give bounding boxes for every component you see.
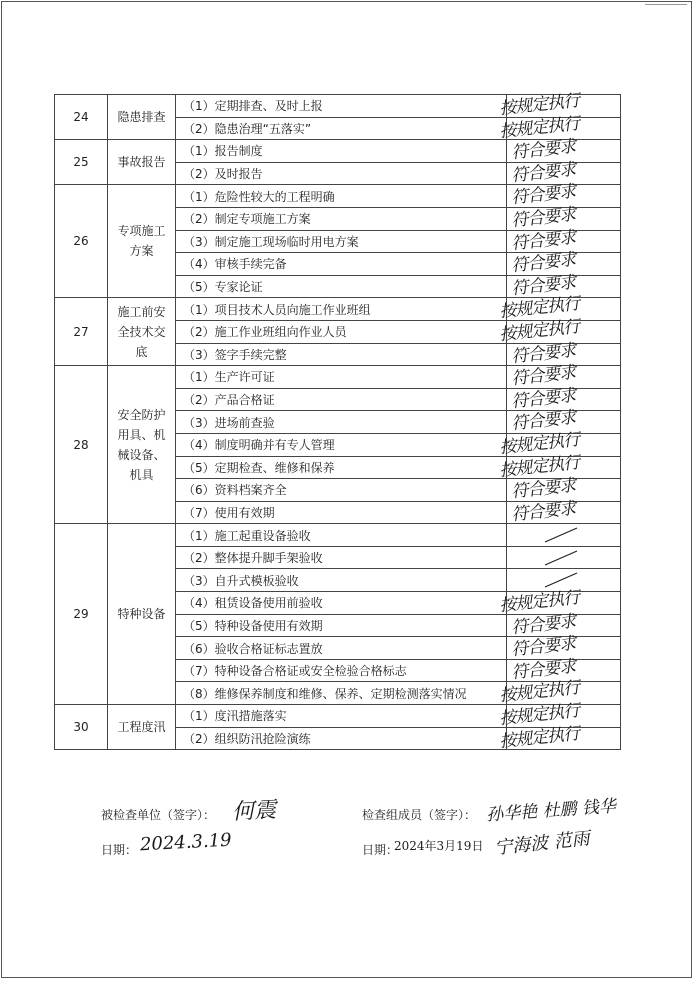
row-number: 26 xyxy=(55,185,108,298)
check-item: （6）验收合格证标志置放 xyxy=(176,637,507,660)
check-item: （7）使用有效期 xyxy=(176,501,507,524)
check-item: （1）施工起重设备验收 xyxy=(176,524,507,547)
check-item: （3）签字手续完整 xyxy=(176,343,507,366)
check-item: （1）项目技术人员向施工作业班组 xyxy=(176,298,507,321)
handwritten-result: 按规定执行 xyxy=(498,452,581,481)
category-cell: 安全防护用具、机械设备、机具 xyxy=(108,366,176,524)
date-right: 2024年3月19日 xyxy=(394,839,484,853)
handwritten-result: 符合要求 xyxy=(510,340,577,367)
category-cell: 工程度汛 xyxy=(108,705,176,750)
handwritten-result: 按规定执行 xyxy=(498,316,581,346)
row-number: 29 xyxy=(55,524,108,705)
handwritten-result: 符合要求 xyxy=(510,385,577,412)
check-item: （8）维修保养制度和维修、保养、定期检测落实情况 xyxy=(176,682,507,705)
handwritten-result: 符合要求 xyxy=(510,204,577,232)
handwritten-result: 符合要求 xyxy=(510,633,577,661)
check-item: （3）自升式模板验收 xyxy=(176,569,507,592)
check-item: （2）及时报告 xyxy=(176,162,507,185)
handwritten-result: 按规定执行 xyxy=(498,294,581,323)
scan-mark xyxy=(645,4,687,9)
not-applicable-slash xyxy=(541,549,581,567)
inspector-label: 检查组成员（签字）： xyxy=(362,808,477,822)
category-cell: 专项施工方案 xyxy=(108,185,176,298)
row-number: 30 xyxy=(55,705,108,750)
table-row xyxy=(55,524,621,547)
inspection-table xyxy=(54,90,621,752)
check-item: （2）产品合格证 xyxy=(176,388,507,411)
check-item: （1）定期排查、及时上报 xyxy=(176,95,507,118)
result-cell xyxy=(507,546,621,569)
handwritten-result: 按规定执行 xyxy=(498,113,581,142)
check-item: （1）度汛措施落实 xyxy=(176,705,507,728)
handwritten-result: 符合要求 xyxy=(510,611,577,638)
result-cell xyxy=(507,498,621,525)
handwritten-result: 按规定执行 xyxy=(498,678,581,707)
check-item: （2）整体提升脚手架验收 xyxy=(176,546,507,569)
handwritten-result: 符合要求 xyxy=(510,408,577,435)
handwritten-result: 符合要求 xyxy=(510,475,577,503)
handwritten-result: 按规定执行 xyxy=(498,587,581,617)
inspected-unit-signature: 何震 xyxy=(231,797,277,826)
check-item: （3）制定施工现场临时用电方案 xyxy=(176,230,507,253)
inspector-signatures-line2: 宁海波 范雨 xyxy=(493,828,591,859)
check-item: （2）制定专项施工方案 xyxy=(176,207,507,230)
handwritten-result: 符合要求 xyxy=(510,159,577,187)
check-item: （2）组织防汛抢险演练 xyxy=(176,727,507,750)
handwritten-result: 符合要求 xyxy=(510,249,577,277)
category-cell: 事故报告 xyxy=(108,140,176,185)
category-cell: 特种设备 xyxy=(108,524,176,705)
date-label-right: 日期： xyxy=(362,843,399,857)
category-cell: 隐患排查 xyxy=(108,95,176,140)
check-item: （2）施工作业班组向作业人员 xyxy=(176,320,507,343)
handwritten-result: 按规定执行 xyxy=(498,723,581,752)
category-cell: 施工前安全技术交底 xyxy=(108,298,176,366)
result-cell xyxy=(498,723,621,752)
inspector-signatures-line1: 孙华艳 杜鹏 钱华 xyxy=(485,796,617,826)
handwritten-result: 按规定执行 xyxy=(498,90,581,120)
check-item: （1）危险性较大的工程明确 xyxy=(176,185,507,208)
handwritten-result: 符合要求 xyxy=(510,136,577,164)
check-item: （4）制度明确并有专人管理 xyxy=(176,433,507,456)
row-number: 28 xyxy=(55,366,108,524)
handwritten-result: 按规定执行 xyxy=(498,429,581,459)
check-item: （3）进场前查验 xyxy=(176,411,507,434)
handwritten-result: 符合要求 xyxy=(510,182,577,209)
date-left: 2024.3.19 xyxy=(139,829,233,856)
check-item: （5）专家论证 xyxy=(176,275,507,298)
check-item: （2）隐患治理“五落实” xyxy=(176,117,507,140)
not-applicable-slash xyxy=(541,526,581,544)
check-item: （4）审核手续完备 xyxy=(176,253,507,276)
handwritten-result: 符合要求 xyxy=(510,272,577,300)
check-item: （6）资料档案齐全 xyxy=(176,479,507,502)
handwritten-result: 按规定执行 xyxy=(498,700,581,730)
handwritten-result: 符合要求 xyxy=(510,362,577,390)
handwritten-result: 符合要求 xyxy=(510,498,577,525)
check-item: （7）特种设备合格证或安全检验合格标志 xyxy=(176,659,507,682)
result-cell xyxy=(507,524,621,547)
row-number: 27 xyxy=(55,298,108,366)
check-item: （1）报告制度 xyxy=(176,140,507,163)
handwritten-result: 符合要求 xyxy=(510,227,577,254)
row-number: 24 xyxy=(55,95,108,140)
check-item: （5）定期检查、维修和保养 xyxy=(176,456,507,479)
row-number: 25 xyxy=(55,140,108,185)
date-label-left: 日期： xyxy=(101,843,138,857)
check-item: （1）生产许可证 xyxy=(176,366,507,389)
check-item: （4）租赁设备使用前验收 xyxy=(176,592,507,615)
inspected-unit-label: 被检查单位（签字）： xyxy=(101,808,216,822)
handwritten-result: 符合要求 xyxy=(510,656,577,684)
check-item: （5）特种设备使用有效期 xyxy=(176,614,507,637)
